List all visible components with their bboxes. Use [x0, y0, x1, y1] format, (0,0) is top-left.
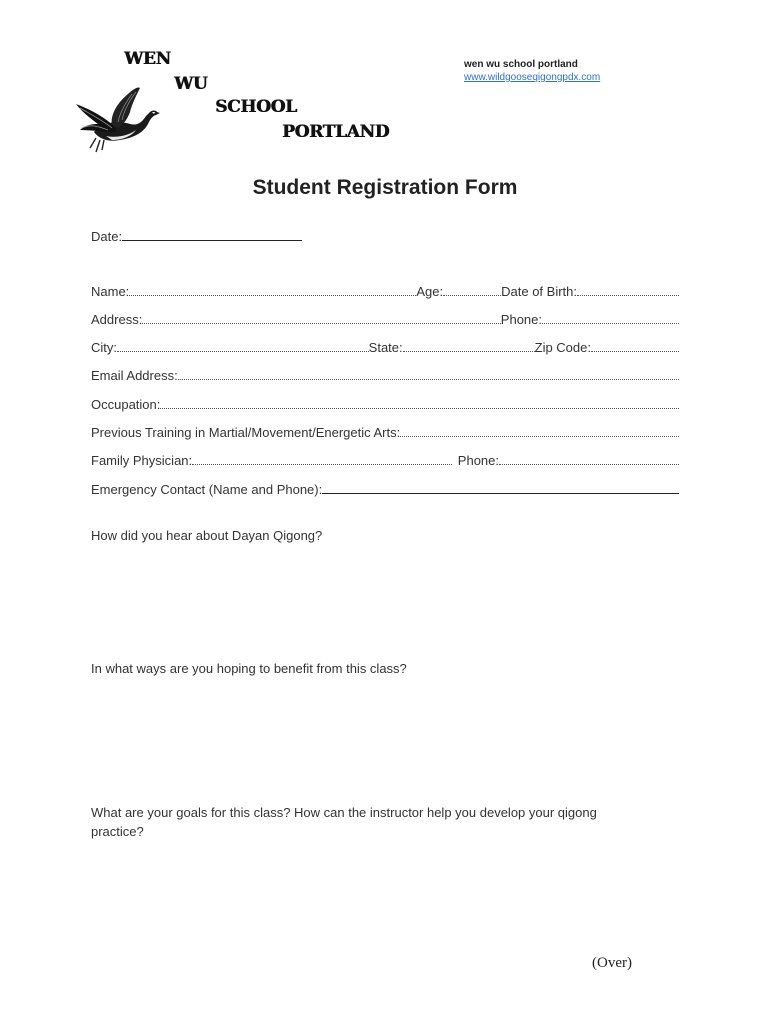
date-field[interactable]	[122, 240, 302, 241]
question-hear-about: How did you hear about Dayan Qigong?	[91, 528, 323, 543]
name-row	[91, 281, 679, 299]
zip-label: Zip Code:	[534, 340, 591, 355]
question-benefit: In what ways are you hoping to benefit from this class?	[91, 661, 407, 676]
physician-row	[91, 450, 679, 468]
training-label: Previous Training in Martial/Movement/Energetic Arts:	[91, 425, 401, 440]
email-label: Email Address:	[91, 368, 178, 383]
physician-label: Family Physician:	[91, 453, 193, 468]
name-field[interactable]	[129, 295, 416, 296]
training-field[interactable]	[400, 436, 679, 437]
school-name: wen wu school portland	[464, 59, 578, 70]
dob-label: Date of Birth:	[501, 284, 577, 299]
email-field[interactable]	[178, 379, 679, 380]
logo-word-portland: PORTLAND	[282, 122, 390, 142]
phone-label: Phone:	[500, 312, 542, 327]
training-row	[91, 422, 679, 440]
physician-field[interactable]	[192, 464, 452, 465]
city-field[interactable]	[117, 351, 369, 352]
logo-word-wu: WU	[174, 74, 208, 94]
state-field[interactable]	[403, 351, 535, 352]
wild-goose-icon	[72, 82, 168, 156]
age-label: Age:	[416, 284, 444, 299]
occupation-label: Occupation:	[91, 397, 161, 412]
physician-phone-field[interactable]	[499, 464, 679, 465]
city-label: City:	[91, 340, 117, 355]
dob-field[interactable]	[577, 295, 679, 296]
date-row	[91, 226, 679, 244]
state-label: State:	[368, 340, 403, 355]
phone-field[interactable]	[542, 323, 679, 324]
emergency-row	[91, 479, 679, 497]
address-row	[91, 309, 679, 327]
question-goals: What are your goals for this class? How can the instructor help you develop your qigong practice?	[91, 805, 597, 839]
page-title: Student Registration Form	[252, 176, 518, 199]
occupation-row	[91, 394, 679, 412]
age-field[interactable]	[443, 295, 501, 296]
date-label: Date:	[91, 229, 123, 244]
occupation-field[interactable]	[160, 408, 679, 409]
address-field[interactable]	[142, 323, 500, 324]
over-note: (Over)	[592, 955, 632, 971]
website-link[interactable]: www.wildgooseqigongpdx.com	[464, 72, 601, 83]
physician-phone-label: Phone:	[457, 453, 499, 468]
logo-word-school: SCHOOL	[215, 97, 297, 117]
emergency-field[interactable]	[322, 493, 679, 494]
name-label: Name:	[91, 284, 130, 299]
email-row	[91, 365, 679, 383]
logo-word-wen: WEN	[124, 49, 171, 69]
zip-field[interactable]	[591, 351, 679, 352]
city-row	[91, 337, 679, 355]
emergency-label: Emergency Contact (Name and Phone):	[91, 482, 323, 497]
address-label: Address:	[91, 312, 143, 327]
